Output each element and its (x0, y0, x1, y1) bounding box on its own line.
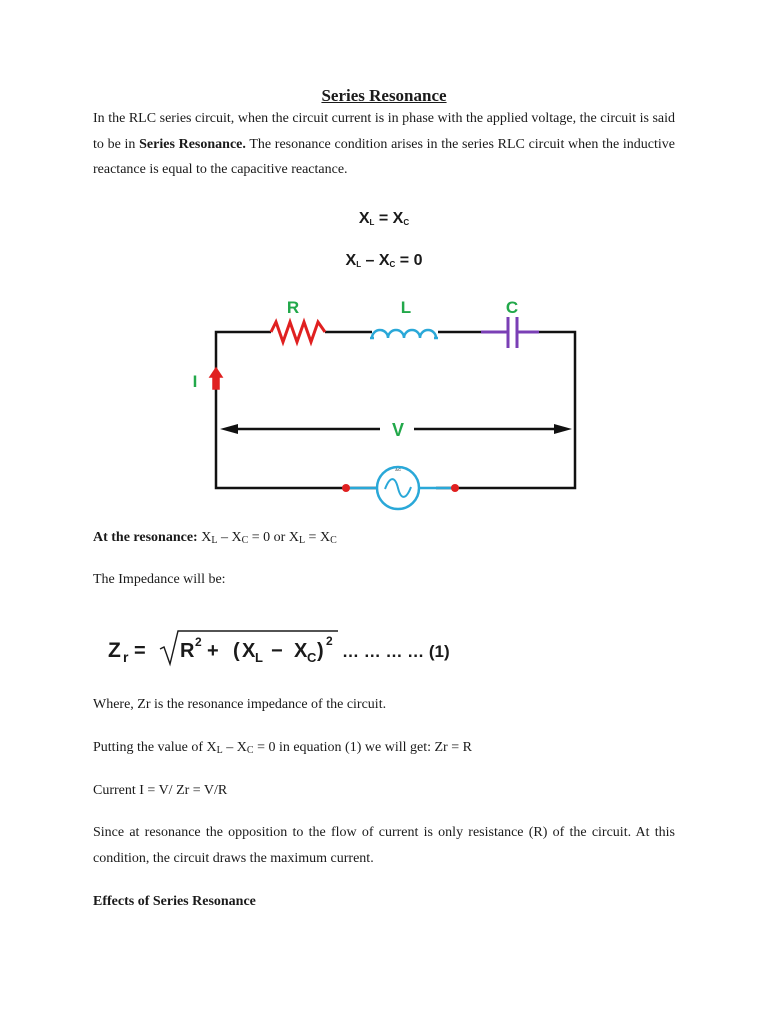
resistor-symbol (271, 322, 325, 342)
formula-open-paren: ( (233, 640, 240, 662)
circuit-wires (216, 332, 575, 488)
eq1-equals: = X (374, 210, 404, 227)
formula-xc: X (294, 640, 308, 662)
voltage-arrow-right-head (554, 424, 572, 434)
label-r: R (286, 298, 300, 317)
ac-source-icon (346, 467, 455, 509)
formula-r: R (180, 640, 195, 662)
formula-r-sup: 2 (195, 635, 202, 649)
wire-right (436, 332, 575, 488)
put-t1: Putting the value of X (93, 740, 217, 755)
resonance-label: At the resonance: (93, 530, 198, 545)
eq2-x: X (345, 252, 357, 269)
impedance-intro: The Impedance will be: (93, 572, 226, 587)
eq2-sub-l: L (356, 260, 362, 269)
res-s2: C (241, 535, 249, 546)
eq2-minus: – X (361, 252, 390, 269)
put-s2: C (246, 745, 254, 756)
formula-paren-sup: 2 (326, 634, 333, 648)
ac-source-label: AC (395, 467, 401, 472)
put-t2: – X (222, 740, 247, 755)
put-t3: = 0 in equation (1) we will get: Zr = R (253, 740, 472, 755)
formula-tail: … … … … (1) (342, 642, 450, 661)
res-s3: L (298, 535, 306, 546)
current-arrow-icon (210, 368, 222, 389)
formula-xl: X (242, 640, 256, 662)
node-dot-right (451, 484, 459, 492)
voltage-arrow-left-head (220, 424, 238, 434)
current-line: Current I = V/ Zr = V/R (93, 783, 228, 798)
res-t4: = X (305, 530, 331, 545)
formula-minus: − (271, 640, 283, 662)
res-s4: C (330, 535, 337, 546)
label-c: C (505, 298, 519, 317)
since-paragraph: Since at resonance the opposition to the flow of current is only resistance (R) of the circuit. At this condition, the circuit draws the maximum current. (93, 825, 675, 866)
formula-close-paren: ) (317, 640, 324, 662)
eq2-sub-c: C (389, 260, 396, 269)
putting-line (93, 740, 472, 756)
eq1-sub-l: L (369, 218, 375, 227)
eq1-x: X (358, 210, 370, 227)
intro-text-2: The resonance condition arises in the series RLC circuit when the inductive reactance is equal to the capacitive reactance. (93, 136, 675, 177)
label-i: I (192, 372, 198, 391)
formula-z: Z (108, 639, 121, 662)
wire-left (216, 332, 378, 488)
capacitor-symbol (481, 317, 539, 348)
intro-bold-term: Series Resonance. (139, 136, 246, 152)
label-l: L (400, 298, 412, 317)
label-v: V (391, 420, 405, 440)
eq1-sub-c: C (403, 218, 410, 227)
formula-xc-sub: C (307, 650, 317, 665)
res-t3: = 0 or X (248, 530, 299, 545)
page-title: Series Resonance (321, 86, 447, 105)
resonance-condition-line (93, 530, 337, 546)
where-line: Where, Zr is the resonance impedance of the circuit. (93, 697, 387, 712)
res-t2: – X (217, 530, 242, 545)
inductor-symbol (370, 330, 438, 338)
node-dot-left (342, 484, 350, 492)
res-s1: L (211, 535, 218, 546)
intro-text-1: In the RLC series circuit, when the circuit current is in phase with the applied voltage, the circuit is said to be in (93, 111, 675, 152)
eq2-rest: = 0 (395, 252, 423, 269)
impedance-formula (100, 625, 460, 675)
res-t1: X (197, 530, 212, 545)
formula-xl-sub: L (255, 650, 263, 665)
formula-plus: + (207, 640, 219, 662)
formula-equals: = (134, 640, 146, 662)
formula-z-sub: r (123, 649, 129, 665)
put-s1: L (216, 745, 223, 756)
effects-heading: Effects of Series Resonance (93, 894, 256, 909)
